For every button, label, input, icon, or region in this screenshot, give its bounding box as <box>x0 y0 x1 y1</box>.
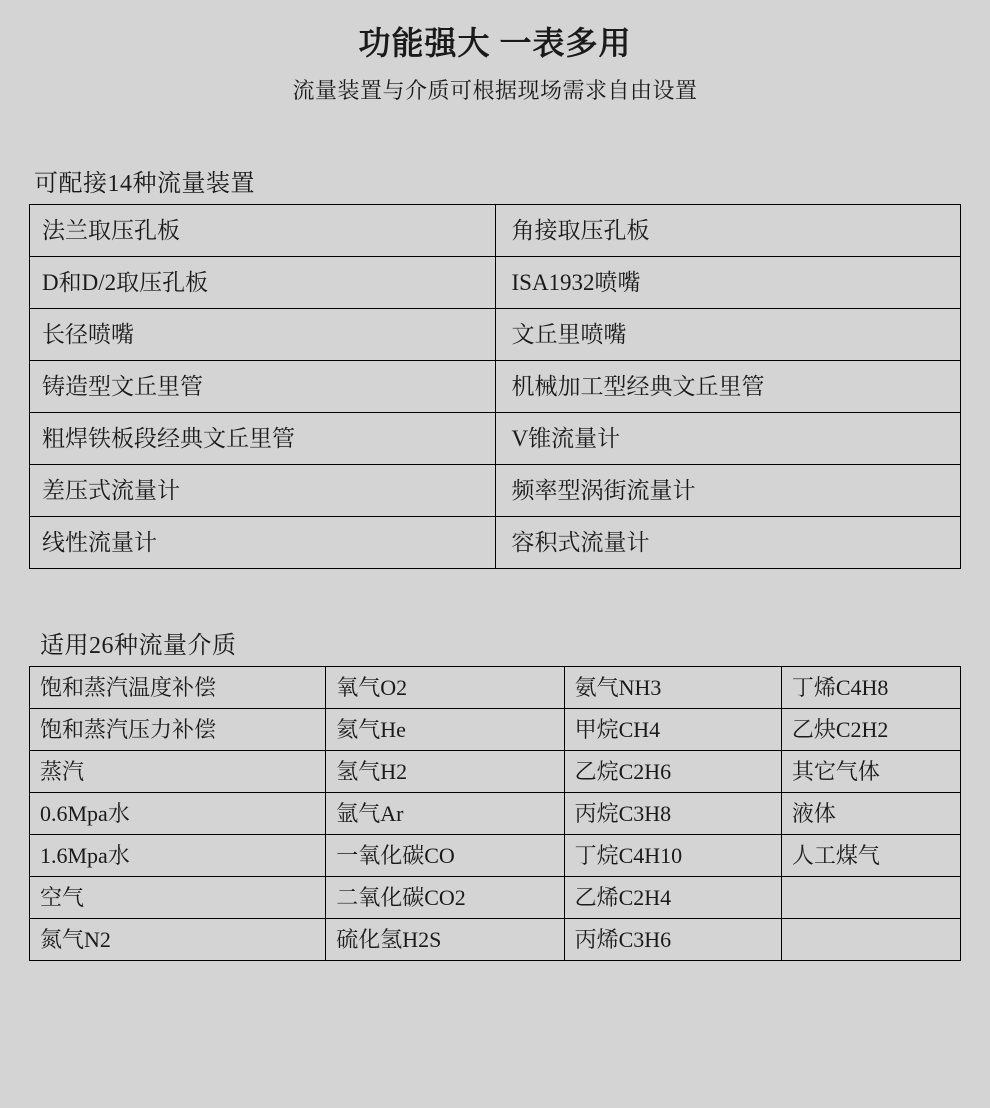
table-cell: 饱和蒸汽压力补偿 <box>30 709 326 751</box>
table-row <box>30 205 961 257</box>
table-cell: V锥流量计 <box>495 413 961 465</box>
table-row <box>30 361 961 413</box>
table-cell-empty <box>781 919 960 961</box>
table-cell: 饱和蒸汽温度补偿 <box>30 667 326 709</box>
table-cell: 乙烯C2H4 <box>564 877 781 919</box>
table-cell: 甲烷CH4 <box>564 709 781 751</box>
table-cell: 氮气N2 <box>30 919 326 961</box>
table-cell: 氦气He <box>326 709 564 751</box>
table-row <box>30 709 961 751</box>
devices-section <box>0 163 990 569</box>
table-cell: ISA1932喷嘴 <box>495 257 961 309</box>
table-cell: D和D/2取压孔板 <box>30 257 496 309</box>
table-cell: 氩气Ar <box>326 793 564 835</box>
table-row <box>30 667 961 709</box>
table-cell: 角接取压孔板 <box>495 205 961 257</box>
table-cell: 频率型涡街流量计 <box>495 465 961 517</box>
page-subtitle: 流量装置与介质可根据现场需求自由设置 <box>292 78 698 104</box>
table-cell: 差压式流量计 <box>30 465 496 517</box>
table-row <box>30 309 961 361</box>
table-cell: 0.6Mpa水 <box>30 793 326 835</box>
table-row <box>30 751 961 793</box>
table-cell: 空气 <box>30 877 326 919</box>
table-row <box>30 257 961 309</box>
media-section-heading: 适用26种流量介质 <box>40 633 237 660</box>
table-cell: 线性流量计 <box>30 517 496 569</box>
media-section <box>0 625 990 961</box>
devices-section-heading: 可配接14种流量装置 <box>34 171 255 198</box>
table-row <box>30 793 961 835</box>
table-cell: 乙炔C2H2 <box>781 709 960 751</box>
table-cell: 一氧化碳CO <box>326 835 564 877</box>
table-cell: 氢气H2 <box>326 751 564 793</box>
table-cell: 粗焊铁板段经典文丘里管 <box>30 413 496 465</box>
table-cell: 法兰取压孔板 <box>30 205 496 257</box>
table-cell: 丁烷C4H10 <box>564 835 781 877</box>
table-cell: 液体 <box>781 793 960 835</box>
table-cell: 硫化氢H2S <box>326 919 564 961</box>
table-row <box>30 413 961 465</box>
table-cell: 1.6Mpa水 <box>30 835 326 877</box>
table-cell: 丙烯C3H6 <box>564 919 781 961</box>
table-cell: 氧气O2 <box>326 667 564 709</box>
table-cell: 文丘里喷嘴 <box>495 309 961 361</box>
table-cell: 机械加工型经典文丘里管 <box>495 361 961 413</box>
table-row <box>30 877 961 919</box>
table-cell: 丁烯C4H8 <box>781 667 960 709</box>
table-cell: 丙烷C3H8 <box>564 793 781 835</box>
table-cell: 容积式流量计 <box>495 517 961 569</box>
table-row <box>30 465 961 517</box>
table-cell: 其它气体 <box>781 751 960 793</box>
table-cell: 人工煤气 <box>781 835 960 877</box>
table-cell: 铸造型文丘里管 <box>30 361 496 413</box>
table-row <box>30 919 961 961</box>
table-cell: 蒸汽 <box>30 751 326 793</box>
table-cell: 乙烷C2H6 <box>564 751 781 793</box>
table-row <box>30 517 961 569</box>
devices-table <box>29 204 961 569</box>
table-cell: 氨气NH3 <box>564 667 781 709</box>
table-cell: 二氧化碳CO2 <box>326 877 564 919</box>
table-row <box>30 835 961 877</box>
page-title: 功能强大 一表多用 <box>358 25 632 61</box>
table-cell-empty <box>781 877 960 919</box>
media-table <box>29 666 961 961</box>
table-cell: 长径喷嘴 <box>30 309 496 361</box>
